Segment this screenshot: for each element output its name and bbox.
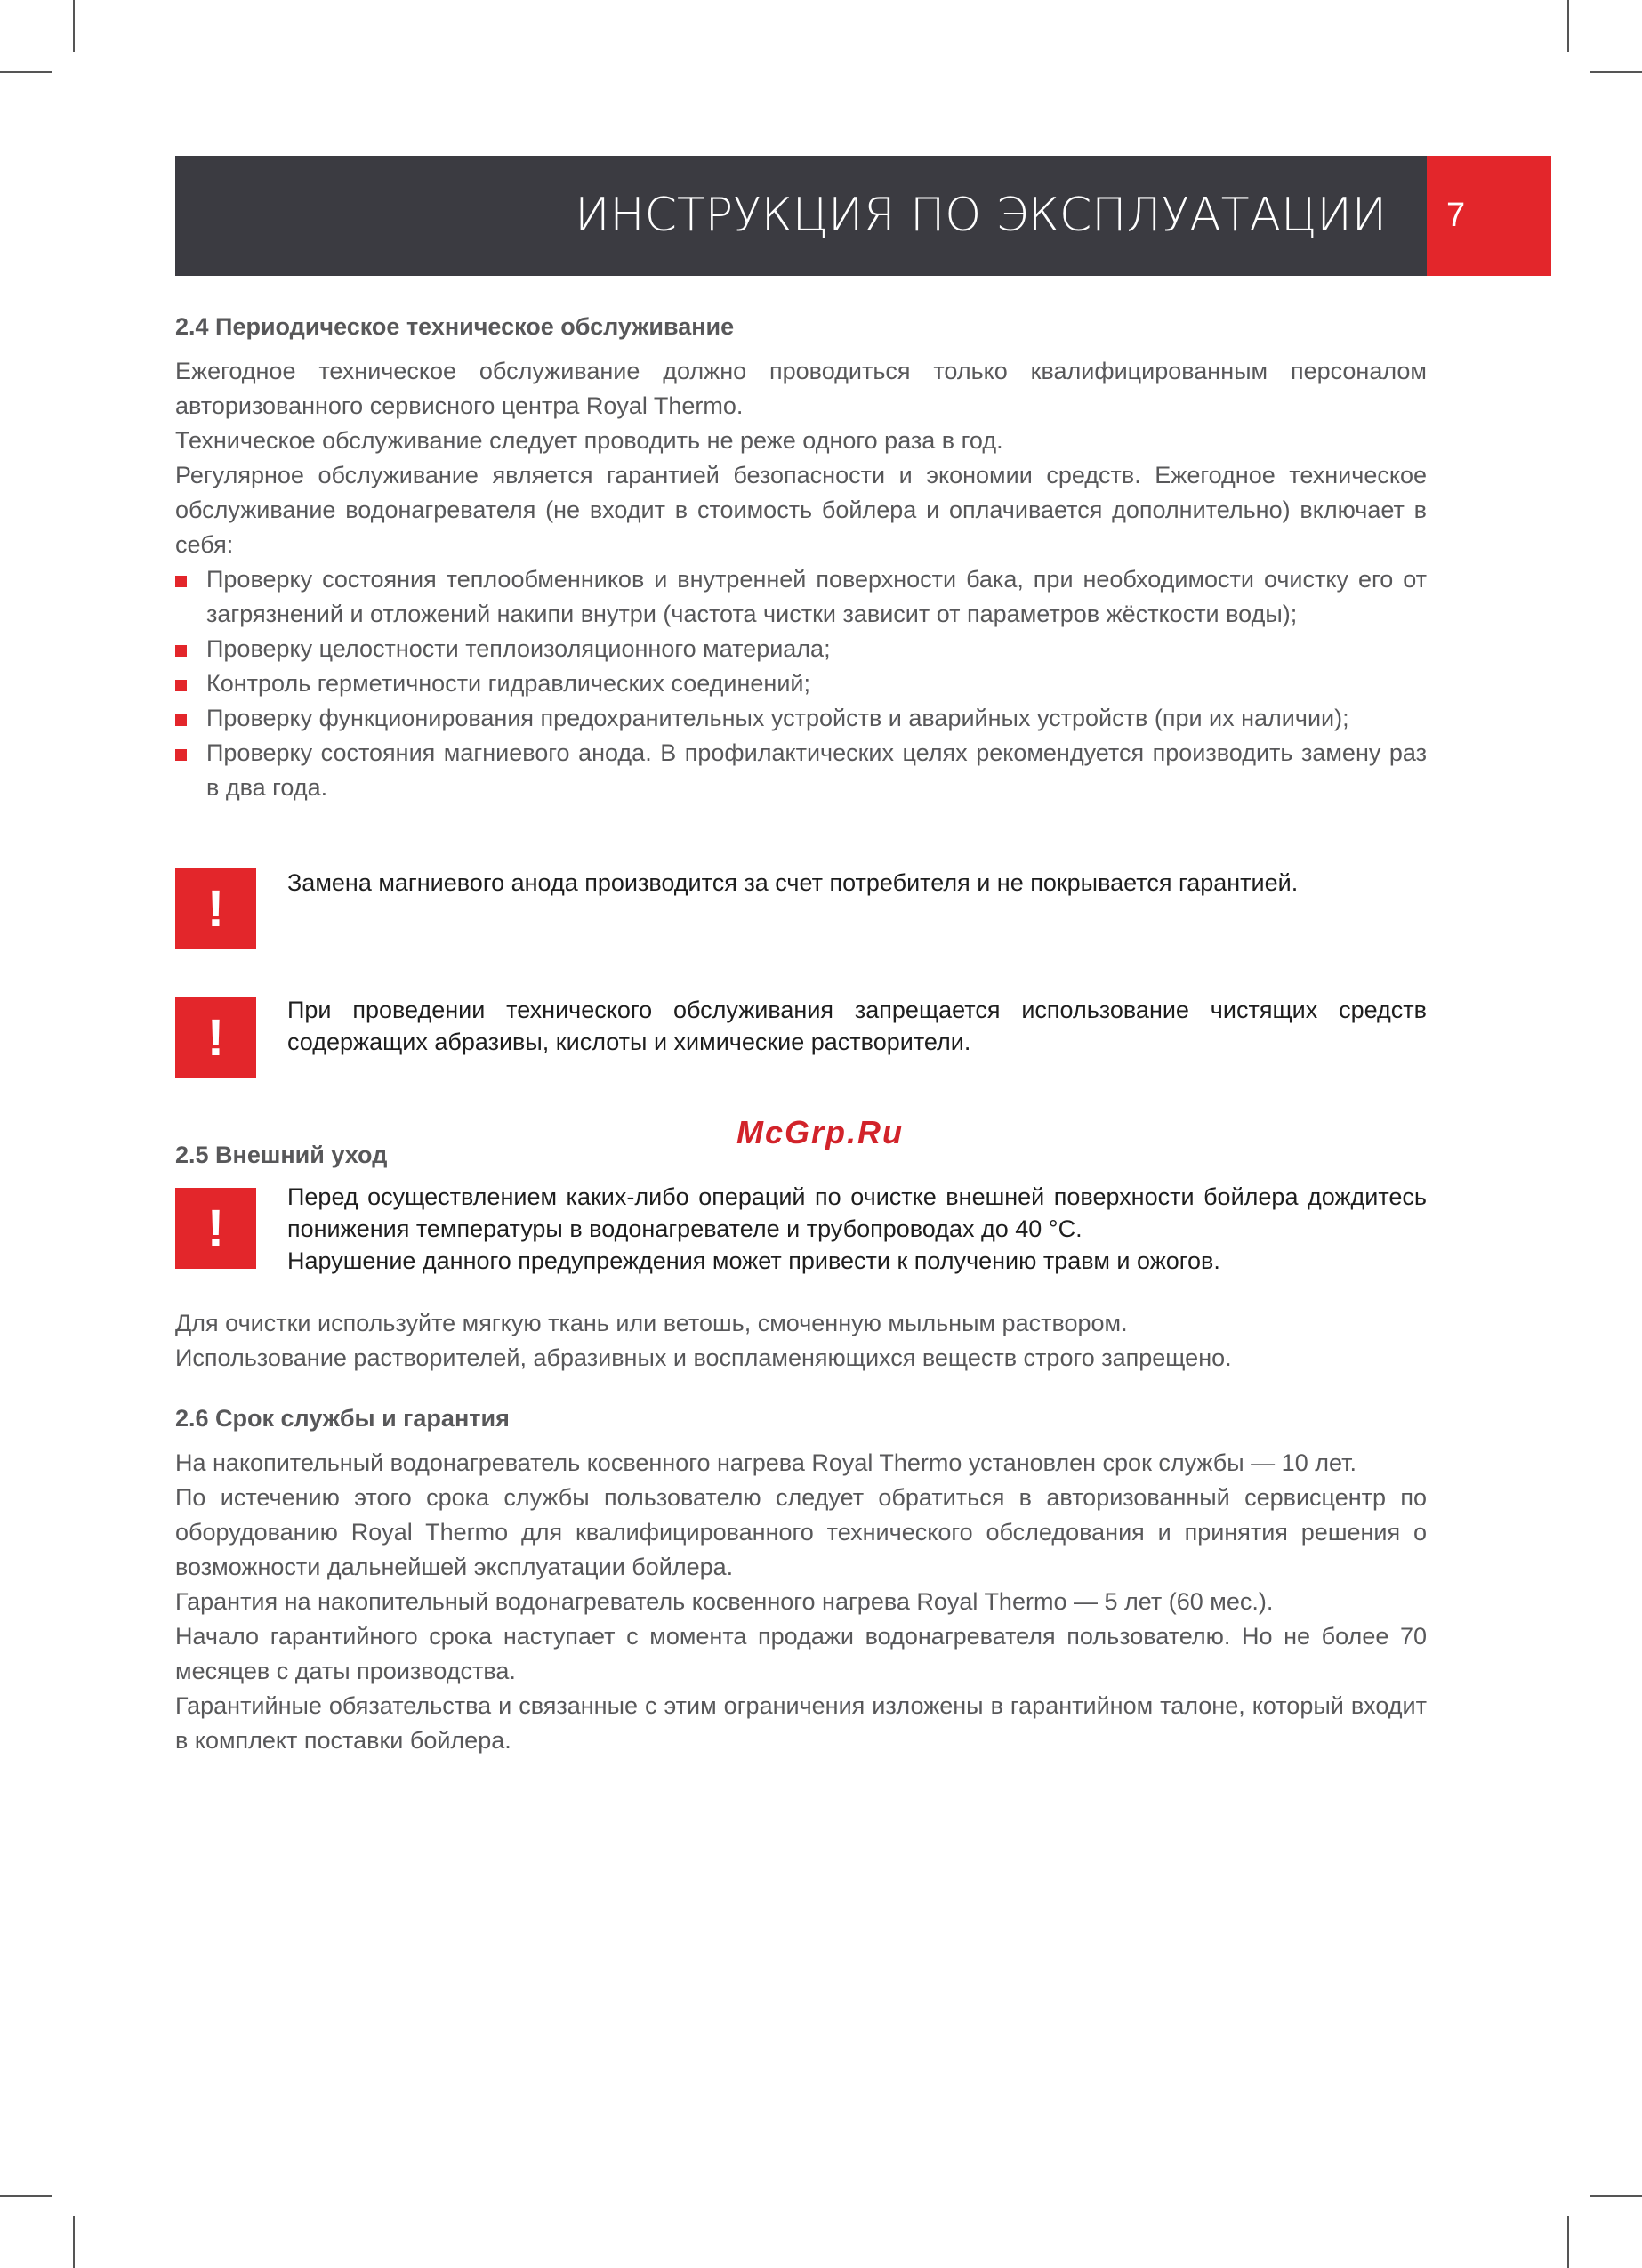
- list-item: Контроль герметичности гидравлических соединений;: [175, 666, 1427, 701]
- warning-text: Замена магниевого анода производится за счет потребителя и не покрывается гарантией.: [287, 869, 1299, 896]
- page-number-box: [1427, 156, 1551, 276]
- paragraph: Регулярное обслуживание является гарантией безопасности и экономии средств. Ежегодное техническое обслуживание водонагревателя (не входит в стоимость бойлера и оплачивается дополнительно) включает в себя:: [175, 462, 1427, 558]
- warning-text: [287, 1181, 1427, 1277]
- list-item: Проверку функционирования предохранительных устройств и аварийных устройств (при их наличии);: [175, 701, 1427, 736]
- paragraph: Ежегодное техническое обслуживание должно проводиться только квалифицированным персоналом авторизованного сервисного центра Royal Thermo.: [175, 358, 1427, 419]
- paragraph: Техническое обслуживание следует проводить не реже одного раза в год.: [175, 427, 1003, 454]
- paragraph: Начало гарантийного срока наступает с момента продажи водонагревателя пользователю. Но не более 70 месяцев с даты производства.: [175, 1623, 1427, 1684]
- section-2-4-heading: 2.4 Периодическое техническое обслуживание: [175, 313, 735, 340]
- crop-mark: [73, 0, 75, 52]
- section-2-5-heading: 2.5 Внешний уход: [175, 1142, 388, 1168]
- crop-mark: [1567, 2216, 1569, 2268]
- paragraph: Гарантия на накопительный водонагреватель косвенного нагрева Royal Thermo — 5 лет (60 мес.).: [175, 1588, 1274, 1615]
- warning-line: Нарушение данного предупреждения может привести к получению травм и ожогов.: [287, 1247, 1220, 1274]
- warning-icon: !: [175, 868, 256, 949]
- paragraph: Для очистки используйте мягкую ткань или ветошь, смоченную мыльным раствором.: [175, 1310, 1128, 1336]
- crop-mark: [1590, 2195, 1642, 2197]
- paragraph: На накопительный водонагреватель косвенного нагрева Royal Thermo установлен срок службы — 10 лет.: [175, 1449, 1356, 1476]
- paragraph: Гарантийные обязательства и связанные с этим ограничения изложены в гарантийном талоне, который входит в комплект поставки бойлера.: [175, 1692, 1427, 1754]
- warning-icon: !: [175, 997, 256, 1078]
- list-item: Проверку состояния магниевого анода. В профилактических целях рекомендуется производить замену раз в два года.: [175, 736, 1427, 805]
- paragraph: По истечению этого срока службы пользователю следует обратиться в авторизованный сервисцентр по оборудованию Royal Thermo для квалифицированного технического обследования и принятия решения о возможности дальнейшей эксплуатации бойлера.: [175, 1484, 1427, 1580]
- page-header: [175, 156, 1427, 276]
- warning-icon: !: [175, 1188, 256, 1269]
- maintenance-list: [175, 562, 1427, 805]
- watermark: McGrp.Ru: [736, 1114, 905, 1150]
- warning-line: Перед осуществлением каких-либо операций по очистке внешней поверхности бойлера дождитесь понижения температуры в водонагревателе и трубопроводах до 40 °С.: [287, 1183, 1427, 1242]
- list-item: Проверку состояния теплообменников и внутренней поверхности бака, при необходимости очистку его от загрязнений и отложений накипи внутри (частота чистки зависит от параметров жёсткости воды);: [175, 562, 1427, 632]
- paragraph: Использование растворителей, абразивных и воспламеняющихся веществ строго запрещено.: [175, 1344, 1232, 1371]
- crop-mark: [1567, 0, 1569, 52]
- crop-mark: [0, 2195, 52, 2197]
- warning-text: При проведении технического обслуживания запрещается использование чистящих средств содержащих абразивы, кислоты и химические растворители.: [287, 997, 1427, 1055]
- crop-mark: [73, 2216, 75, 2268]
- crop-mark: [1590, 71, 1642, 73]
- section-2-6-body: [175, 1446, 1427, 1758]
- page-number: 7: [1446, 197, 1466, 234]
- list-item: Проверку целостности теплоизоляционного материала;: [175, 632, 1427, 666]
- section-2-5-body: [175, 1306, 1427, 1376]
- crop-mark: [0, 71, 52, 73]
- section-2-4-body: [175, 354, 1427, 805]
- section-2-6-heading: 2.6 Срок службы и гарантия: [175, 1405, 510, 1432]
- header-title: ИНСТРУКЦИЯ ПО ЭКСПЛУАТАЦИИ: [575, 189, 1387, 242]
